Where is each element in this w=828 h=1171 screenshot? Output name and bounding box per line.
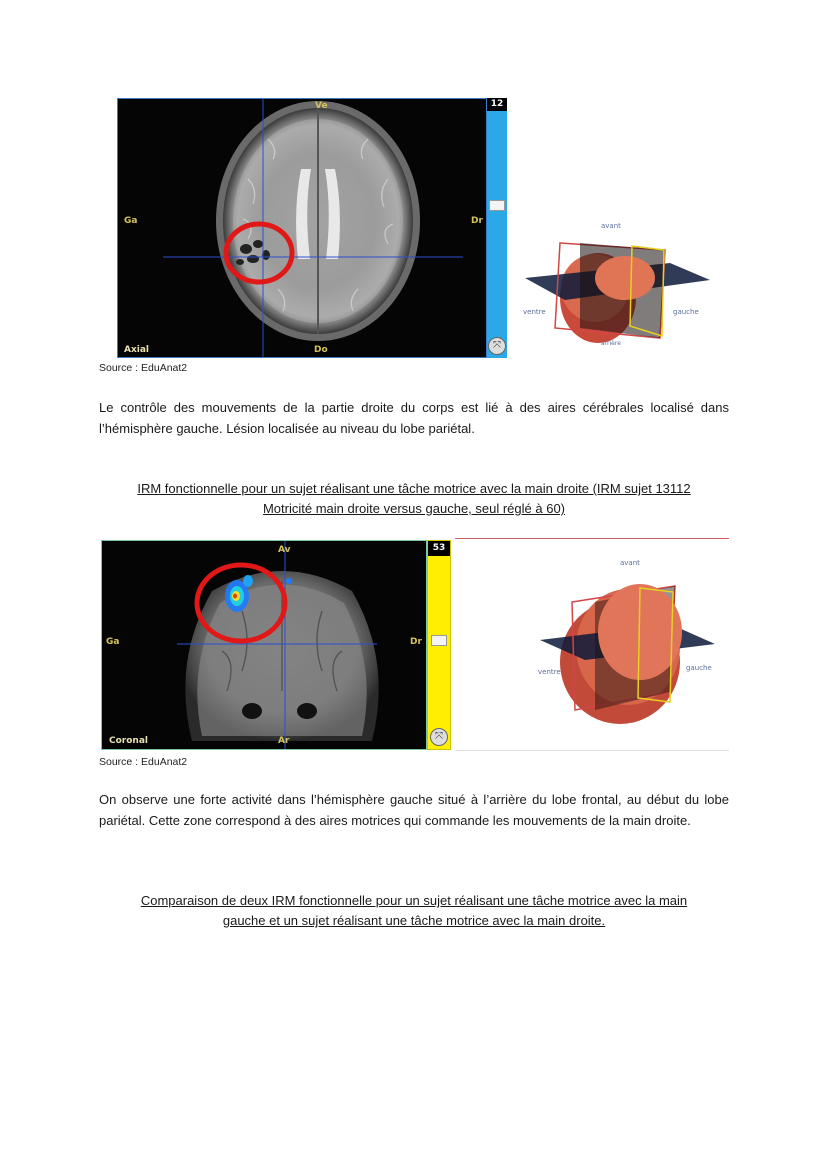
label-top: Av [278,545,291,555]
axial-mri-viewer [117,98,487,358]
slice-slider[interactable] [427,540,451,750]
label-bottom: Do [314,345,328,355]
section-title-3-line1: Comparaison de deux IRM fonctionnelle pour un sujet réalisant une tâche motrice avec la main [140,893,688,908]
label-bottom: Ar [278,736,290,746]
figure2-bottom-rule [455,750,729,751]
dir-front: avant [620,559,640,567]
section-title-2-line1: IRM fonctionnelle pour un sujet réalisant une tâche motrice avec la main droite (IRM sujet 13112 [137,481,691,496]
dir-right: gauche [673,308,699,316]
dir-right: gauche [686,664,712,672]
label-left: Ga [106,637,120,647]
head-3d-image [520,218,730,353]
dir-left: ventre [523,308,546,316]
label-right: Dr [471,216,483,226]
dir-left: ventre [538,668,561,676]
paragraph-2: On observe une forte activité dans l’hémisphère gauche situé à l’arrière du lobe frontal, au début du lobe pariétal. Cette zone correspond à des aires motrices qui commande les mouvements de la main droite. [99,792,729,828]
paragraph-1: Le contrôle des mouvements de la partie droite du corps est lié à des aires cérébrales localisé dans l’hémisphère gauche. Lésion localisée au niveau du lobe pariétal. [99,400,729,436]
head-3d-view [520,552,730,727]
label-top: Ve [315,101,328,111]
slider-thumb[interactable] [489,200,505,211]
head-3d-image [520,552,730,727]
section-title-3-line2: gauche et un sujet réalisant une tâche motrice avec la main droite. [222,913,606,928]
source-caption-2: Source : EduAnat2 [99,756,188,768]
coronal-mri-viewer [101,540,427,750]
slider-thumb[interactable] [431,635,447,646]
label-right: Dr [410,637,422,647]
zoom-fit-icon[interactable]: ⤧ [430,728,448,746]
plane-label: Axial [124,345,150,355]
dir-back: arrière [601,340,621,347]
source-caption-1: Source : EduAnat2 [99,362,188,374]
head-3d-view [520,218,730,353]
plane-label: Coronal [109,736,148,746]
figure2-top-rule [455,538,729,539]
section-title-2-line2: Motricité main droite versus gauche, seul réglé à 60) [262,501,566,516]
slice-slider[interactable] [487,98,507,358]
slice-number: 12 [487,98,507,111]
slice-number: 53 [428,541,450,556]
axial-brain-image [118,99,487,358]
dir-front: avant [601,222,621,230]
zoom-fit-icon[interactable]: ⤧ [488,337,506,355]
coronal-brain-image [102,541,427,750]
label-left: Ga [124,216,138,226]
